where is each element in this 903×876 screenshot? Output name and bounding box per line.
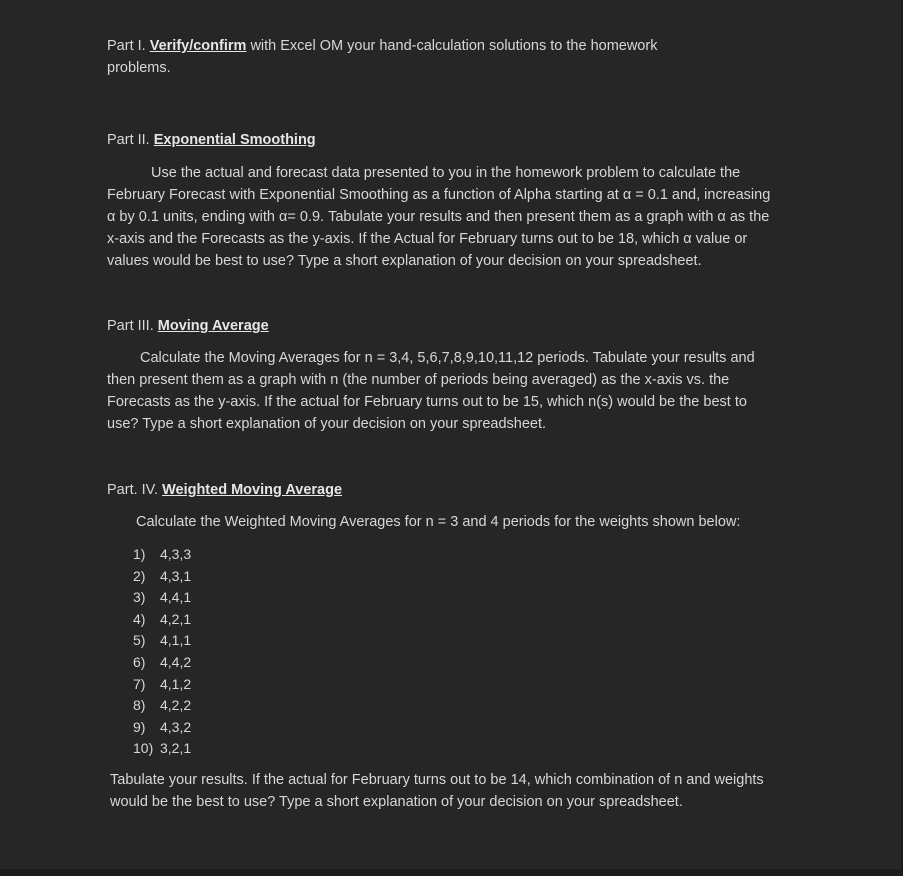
part3-prefix: Part III. <box>107 318 158 334</box>
list-number: 8) <box>133 697 146 713</box>
list-value: 4,2,1 <box>160 611 192 627</box>
part3-title: Moving Average <box>157 318 269 334</box>
list-item <box>133 738 191 758</box>
part4-closing-line: would be the best to use? Type a short explanation of your decision on your spreadsheet. <box>110 794 683 810</box>
part3-line: Calculate the Moving Averages for n = 3,4, 5,6,7,8,9,10,11,12 periods. Tabulate your results and <box>140 350 755 366</box>
list-number: 9) <box>133 719 146 735</box>
part2-heading <box>107 129 316 151</box>
list-value: 4,1,2 <box>160 676 192 692</box>
part1-emphasis: Verify/confirm <box>149 38 247 54</box>
part4-prefix: Part. IV. <box>107 482 163 498</box>
bottom-scroll-area <box>0 869 903 876</box>
list-item <box>133 587 191 607</box>
part2-line: Use the actual and forecast data presented to you in the homework problem to calculate the <box>151 165 741 181</box>
list-number: 4) <box>133 611 146 627</box>
list-value: 4,1,1 <box>160 632 192 648</box>
list-number: 7) <box>133 676 146 692</box>
list-item <box>133 717 191 737</box>
part2-line: values would be best to use? Type a short explanation of your decision on your spreadsheet. <box>107 253 702 269</box>
list-number: 6) <box>133 654 146 670</box>
list-item <box>133 630 191 650</box>
list-item <box>133 566 191 586</box>
part2-title: Exponential Smoothing <box>153 132 316 148</box>
part4-title: Weighted Moving Average <box>162 482 343 498</box>
list-value: 4,3,1 <box>160 568 192 584</box>
part3-line: use? Type a short explanation of your decision on your spreadsheet. <box>107 416 547 432</box>
list-value: 4,3,2 <box>160 719 192 735</box>
list-item <box>133 544 191 564</box>
list-value: 4,3,3 <box>160 546 192 562</box>
part3-heading <box>107 315 269 337</box>
list-item <box>133 652 191 672</box>
list-number: 10) <box>133 740 154 756</box>
part1-line2: problems. <box>107 60 171 76</box>
list-number: 5) <box>133 632 146 648</box>
part2-line: α by 0.1 units, ending with α= 0.9. Tabulate your results and then present them as a graph with α as the <box>107 209 770 225</box>
part1-line1 <box>107 35 657 57</box>
list-item <box>133 674 191 694</box>
part3-line: Forecasts as the y-axis. If the actual for February turns out to be 15, which n(s) would be the best to <box>107 394 747 410</box>
list-value: 4,2,2 <box>160 697 192 713</box>
part4-closing-line: Tabulate your results. If the actual for February turns out to be 14, which combination of n and weights <box>110 772 764 788</box>
list-value: 3,2,1 <box>160 740 192 756</box>
part4-intro: Calculate the Weighted Moving Averages for n = 3 and 4 periods for the weights shown below: <box>136 514 741 530</box>
list-item <box>133 609 191 629</box>
list-item <box>133 695 191 715</box>
part1-prefix: Part I. <box>107 38 150 54</box>
part4-heading <box>107 479 342 501</box>
list-number: 2) <box>133 568 146 584</box>
list-value: 4,4,2 <box>160 654 192 670</box>
part3-body <box>107 347 807 435</box>
part2-line: x-axis and the Forecasts as the y-axis. If the Actual for February turns out to be 18, which α value or <box>107 231 748 247</box>
list-value: 4,4,1 <box>160 589 192 605</box>
part2-body <box>107 162 807 272</box>
list-number: 3) <box>133 589 146 605</box>
list-number: 1) <box>133 546 146 562</box>
part4-closing <box>110 769 830 813</box>
part1-section <box>107 35 657 79</box>
part1-text: with Excel OM your hand-calculation solutions to the homework <box>246 38 658 54</box>
part2-line: February Forecast with Exponential Smoothing as a function of Alpha starting at α = 0.1 and, increasing <box>107 187 771 203</box>
part2-prefix: Part II. <box>107 132 154 148</box>
part3-line: then present them as a graph with n (the number of periods being averaged) as the x-axis vs. the <box>107 372 730 388</box>
